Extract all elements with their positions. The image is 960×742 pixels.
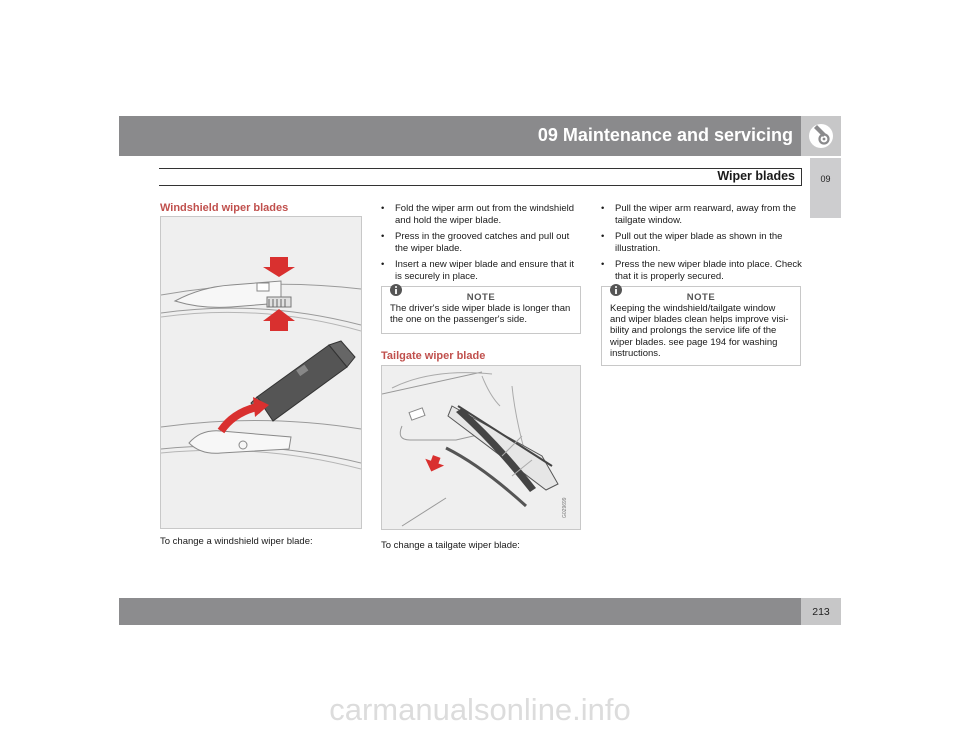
list-item (381, 231, 583, 254)
note-text: Keeping the windshield/tailgate window and wiper blades clean helps improve visi-bility and prolongs the service life of the wiper blades. see page 194 for washing instructions. (610, 303, 789, 359)
tailgate-wiper-drawing (382, 366, 580, 529)
chapter-tab (810, 158, 841, 218)
note-label: NOTE (466, 292, 496, 303)
step-text: Fold the wiper arm out from the windshield and hold the wiper blade. (395, 203, 574, 226)
bullet: • (381, 231, 385, 242)
arrow-up-icon (263, 309, 295, 331)
section-bar (159, 168, 802, 186)
list-item (381, 203, 583, 226)
bullet: • (601, 259, 605, 270)
wrench-gear-icon (801, 116, 841, 156)
chapter-icon-box (801, 116, 841, 156)
tailgate-caption: To change a tailgate wiper blade: (381, 540, 520, 551)
note-box (601, 286, 801, 366)
chapter-header-band (119, 116, 841, 156)
note-box (381, 286, 581, 334)
step-text: Press the new wiper blade into place. Check that it is properly secured. (615, 259, 802, 282)
step-text: Insert a new wiper blade and ensure that it is securely in place. (395, 259, 575, 282)
list-item (601, 259, 803, 282)
windshield-wiper-illustration (160, 216, 362, 529)
tailgate-heading: Tailgate wiper blade (381, 350, 486, 362)
chapter-tab-label: 09 (820, 174, 831, 184)
page-number: 213 (812, 606, 830, 618)
note-label: NOTE (686, 292, 716, 303)
list-item (381, 259, 583, 282)
list-item (601, 203, 803, 226)
info-icon (389, 283, 403, 302)
note-text: The driver's side wiper blade is longer than the one on the passenger's side. (390, 303, 571, 326)
windshield-steps-list (381, 203, 583, 287)
info-icon (609, 283, 623, 302)
windshield-heading: Windshield wiper blades (160, 202, 289, 214)
step-text: Press in the grooved catches and pull out the wiper blade. (395, 231, 570, 254)
figure-code: G029699 (562, 497, 568, 518)
bullet: • (601, 231, 605, 242)
bullet: • (601, 203, 605, 214)
step-text: Pull the wiper arm rearward, away from the tailgate window. (615, 203, 797, 226)
windshield-caption: To change a windshield wiper blade: (160, 536, 313, 547)
list-item (601, 231, 803, 254)
chapter-title: 09 Maintenance and servicing (537, 125, 793, 145)
note-header (602, 287, 800, 303)
step-text: Pull out the wiper blade as shown in the illustration. (615, 231, 783, 254)
arrow-down-icon (263, 257, 295, 277)
note-header (382, 287, 580, 303)
watermark: carmanualsonline.info (329, 692, 631, 727)
bullet: • (381, 203, 385, 214)
tailgate-steps-list (601, 203, 803, 287)
bullet: • (381, 259, 385, 270)
arrow-down-icon (422, 453, 446, 475)
windshield-wiper-drawing (161, 217, 361, 528)
section-title: Wiper blades (717, 169, 795, 183)
footer-band (119, 598, 841, 625)
tailgate-wiper-illustration (381, 365, 581, 530)
